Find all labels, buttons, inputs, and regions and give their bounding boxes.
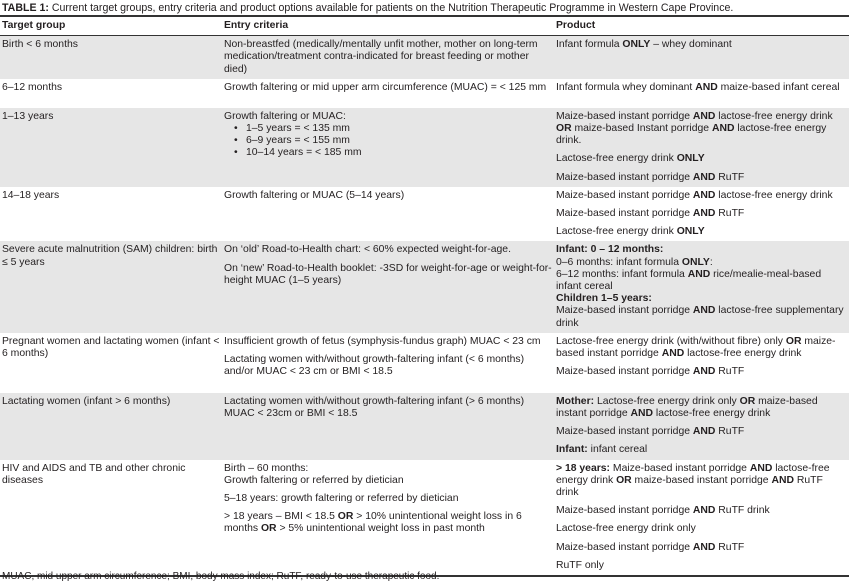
bold-text: OR <box>337 511 354 523</box>
product-cell <box>554 241 849 332</box>
bold-text: Infant: 0 – 12 months: <box>556 244 664 256</box>
entry-criteria-cell <box>222 460 554 576</box>
bold-text: AND <box>692 505 716 517</box>
table-body <box>0 36 849 576</box>
bold-text: OR <box>616 474 632 486</box>
cell-paragraph <box>556 82 847 94</box>
text: Lactating women with/without growth-faltering infant (< 6 months) and/or MUAC < 23 cm or BMI < 18.5 <box>224 354 525 378</box>
text: 6–12 months: infant formula <box>556 268 688 280</box>
nutrition-programme-table <box>0 15 849 577</box>
cell-paragraph <box>224 190 552 202</box>
text: lactose-free energy drink. <box>556 123 827 147</box>
text: lactose-free energy drink <box>715 110 833 122</box>
bold-text: Mother: <box>556 395 595 407</box>
text: On ‘old’ Road-to-Health chart: < 60% expected weight-for-age. <box>224 244 511 256</box>
target-group-cell: Pregnant women and lactating women (infant < 6 months) <box>2 335 220 360</box>
text: RuTF only <box>556 559 604 571</box>
table-row <box>0 187 849 242</box>
text: > 10% unintentional weight loss in 6 months <box>224 511 522 535</box>
table-row <box>0 393 849 460</box>
cell-line <box>556 269 847 293</box>
text: RuTF <box>715 208 745 220</box>
bold-text: AND <box>692 171 716 183</box>
product-cell <box>554 108 849 187</box>
text: Growth faltering or mid upper arm circumference (MUAC) = < 125 mm <box>224 81 547 93</box>
text: Maize-based instant porridge <box>556 541 693 553</box>
bold-text: AND <box>749 462 773 474</box>
bold-text: OR <box>556 123 572 135</box>
bold-text: > 18 years: <box>556 462 611 474</box>
text: maize-based instant porridge <box>556 335 836 360</box>
bold-text: OR <box>785 335 802 347</box>
text: maize-based infant cereal <box>717 81 840 93</box>
text: Maize-based instant porridge <box>556 366 693 378</box>
bold-text: AND <box>692 208 716 220</box>
text: maize-based Instant porridge <box>571 123 712 135</box>
cell-paragraph <box>224 493 552 505</box>
cell-paragraph <box>224 511 552 535</box>
cell-paragraph <box>556 111 847 148</box>
text: Lactating women with/without growth-faltering infant (> 6 months) MUAC < 23cm or BMI < 18.5 <box>224 395 525 420</box>
bold-text: ONLY <box>622 39 651 51</box>
header-entry-criteria: Entry criteria <box>224 20 289 31</box>
cell-paragraph <box>224 39 552 76</box>
table-caption-text: Current target groups, entry criteria and product options available for patients on the Nutrition Therapeutic Programme in Western Cape Province. <box>48 2 734 14</box>
cell-paragraph <box>556 190 847 202</box>
target-group-cell: Lactating women (infant > 6 months) <box>2 395 171 407</box>
target-group-cell: 14–18 years <box>2 189 60 201</box>
cell-paragraph <box>556 444 847 456</box>
text: Lactose-free energy drink (with/without fibre) only <box>556 335 786 347</box>
bold-text: ONLY <box>681 256 710 268</box>
product-cell <box>554 460 849 576</box>
text: lactose-free energy drink <box>684 348 802 360</box>
product-cell <box>554 36 849 79</box>
text: Growth faltering or MUAC (5–14 years) <box>224 189 405 201</box>
bullet-item: • 10–14 years = < 185 mm <box>236 147 552 159</box>
text: Maize-based instant porridge <box>556 305 693 317</box>
text: > 18 years – BMI < 18.5 <box>224 511 338 523</box>
text: RuTF <box>715 426 745 438</box>
table-row <box>0 460 849 576</box>
cell-paragraph <box>224 463 552 487</box>
text: Lactose-free energy drink <box>556 226 677 238</box>
cell-paragraph <box>224 111 552 160</box>
cell-line <box>556 244 847 256</box>
cell-line <box>556 293 847 305</box>
entry-criteria-cell <box>222 36 554 79</box>
cell-paragraph <box>556 153 847 165</box>
entry-criteria-cell <box>222 79 554 108</box>
bold-text: AND <box>692 541 716 553</box>
target-group-cell: Birth < 6 months <box>2 39 78 51</box>
text: Birth – 60 months: <box>224 462 309 474</box>
cell-paragraph <box>224 263 552 287</box>
text: Lactose-free energy drink only <box>556 523 696 535</box>
bold-text: AND <box>630 408 654 420</box>
table-header-row <box>0 16 849 36</box>
cell-paragraph <box>556 426 847 438</box>
text: RuTF <box>715 541 745 553</box>
text: Infant formula <box>556 39 623 51</box>
text: maize-based instant porridge <box>631 474 772 486</box>
text: lactose-free supplementary drink <box>556 305 844 329</box>
bold-text: AND <box>692 426 716 438</box>
bullet-item: • 1–5 years = < 135 mm <box>236 123 552 135</box>
text: RuTF <box>715 366 745 378</box>
bold-text: AND <box>687 268 711 280</box>
product-cell <box>554 393 849 460</box>
text: Lactose-free energy drink only <box>594 395 740 407</box>
cell-paragraph <box>556 226 847 238</box>
cell-paragraph <box>556 208 847 220</box>
cell-paragraph <box>224 336 552 348</box>
text: Maize-based instant porridge <box>610 462 750 474</box>
text: RuTF drink <box>715 505 770 517</box>
text: infant cereal <box>587 444 648 456</box>
bold-text: Children 1–5 years: <box>556 293 652 305</box>
header-target-group: Target group <box>2 20 66 31</box>
text: 0–6 months: infant formula <box>556 256 682 268</box>
text: maize-based instant porridge <box>556 395 818 420</box>
text: lactose-free energy drink <box>556 462 830 486</box>
text: Maize-based instant porridge <box>556 171 693 183</box>
text: On ‘new’ Road-to-Health booklet: -3SD for weight-for-age or weight-for-height MUAC (1–5 years) <box>224 262 552 286</box>
target-group-cell: HIV and AIDS and TB and other chronic diseases <box>2 462 186 486</box>
cell-paragraph <box>556 336 847 360</box>
cell-paragraph <box>556 172 847 184</box>
text: Insufficient growth of fetus (symphysis-fundus graph) MUAC < 23 cm <box>224 335 541 347</box>
cell-paragraph <box>556 39 847 51</box>
entry-criteria-cell <box>222 333 554 393</box>
cell-paragraph <box>224 82 552 94</box>
text: 5–18 years: growth faltering or referred by dietician <box>224 493 459 505</box>
cell-paragraph <box>224 244 552 256</box>
target-group-cell: 1–13 years <box>2 110 54 122</box>
text: RuTF drink <box>556 474 823 499</box>
entry-criteria-cell <box>222 108 554 187</box>
text: Growth faltering or referred by dietician <box>224 474 404 486</box>
cell-line <box>556 305 847 329</box>
text: Infant formula whey dominant <box>556 81 696 93</box>
table-row <box>0 108 849 187</box>
cell-paragraph <box>556 463 847 500</box>
text: Maize-based instant porridge <box>556 505 693 517</box>
product-cell <box>554 187 849 242</box>
bold-text: AND <box>711 123 735 135</box>
entry-criteria-cell <box>222 241 554 332</box>
cell-paragraph <box>556 542 847 554</box>
text: RuTF <box>715 171 745 183</box>
cell-paragraph <box>556 505 847 517</box>
target-group-cell: 6–12 months <box>2 81 63 93</box>
cell-paragraph <box>556 523 847 535</box>
cell-paragraph <box>556 396 847 420</box>
cell-line <box>556 257 847 269</box>
table-caption <box>2 2 733 14</box>
table-row <box>0 333 849 393</box>
text: rice/mealie-meal-based infant cereal <box>556 268 822 293</box>
text: Lactose-free energy drink <box>556 153 677 165</box>
text: lactose-free energy drink <box>653 408 771 420</box>
text: > 5% unintentional weight loss in past month <box>276 523 485 535</box>
bold-text: AND <box>692 366 716 378</box>
table-footnote: MUAC, mid upper arm circumference; BMI, body mass index; RuTF, ready-to-use therapeutic food. <box>2 571 440 582</box>
cell-paragraph <box>224 396 552 420</box>
bold-text: OR <box>260 523 277 535</box>
table-row <box>0 241 849 332</box>
product-cell <box>554 333 849 393</box>
bold-text: ONLY <box>676 226 705 238</box>
target-group-cell: Severe acute malnutrition (SAM) children: birth ≤ 5 years <box>2 244 218 268</box>
text: Maize-based instant porridge <box>556 426 693 438</box>
text: Maize-based instant porridge <box>556 110 693 122</box>
bold-text: AND <box>661 348 685 360</box>
text: Growth faltering or MUAC: <box>224 110 346 122</box>
text: Non-breastfed (medically/mentally unfit mother, mother on long-term medication/treatment contra-indicated for breast feeding or mother died) <box>224 39 538 75</box>
bold-text: AND <box>771 474 794 486</box>
table-caption-label: TABLE 1: <box>2 2 49 14</box>
cell-paragraph <box>556 366 847 378</box>
bold-text: AND <box>692 110 716 122</box>
bold-text: OR <box>739 395 756 407</box>
table-row <box>0 36 849 79</box>
text: Maize-based instant porridge <box>556 208 693 220</box>
bullet-list <box>224 123 552 160</box>
entry-criteria-cell <box>222 187 554 242</box>
cell-line <box>224 463 552 475</box>
bold-text: AND <box>692 305 716 317</box>
text: : <box>709 256 713 268</box>
bold-text: Infant: <box>556 444 588 456</box>
text: Maize-based instant porridge <box>556 189 693 201</box>
cell-paragraph <box>224 354 552 378</box>
cell-paragraph <box>556 560 847 572</box>
bold-text: ONLY <box>676 153 705 165</box>
table-row <box>0 79 849 108</box>
bullet-item: • 6–9 years = < 155 mm <box>236 135 552 147</box>
cell-paragraph <box>556 244 847 329</box>
product-cell <box>554 79 849 108</box>
bold-text: AND <box>692 189 716 201</box>
header-product: Product <box>556 20 596 31</box>
bold-text: AND <box>695 81 718 93</box>
text: lactose-free energy drink <box>715 189 833 201</box>
text: – whey dominant <box>650 39 732 51</box>
cell-line <box>224 475 552 487</box>
entry-criteria-cell <box>222 393 554 460</box>
